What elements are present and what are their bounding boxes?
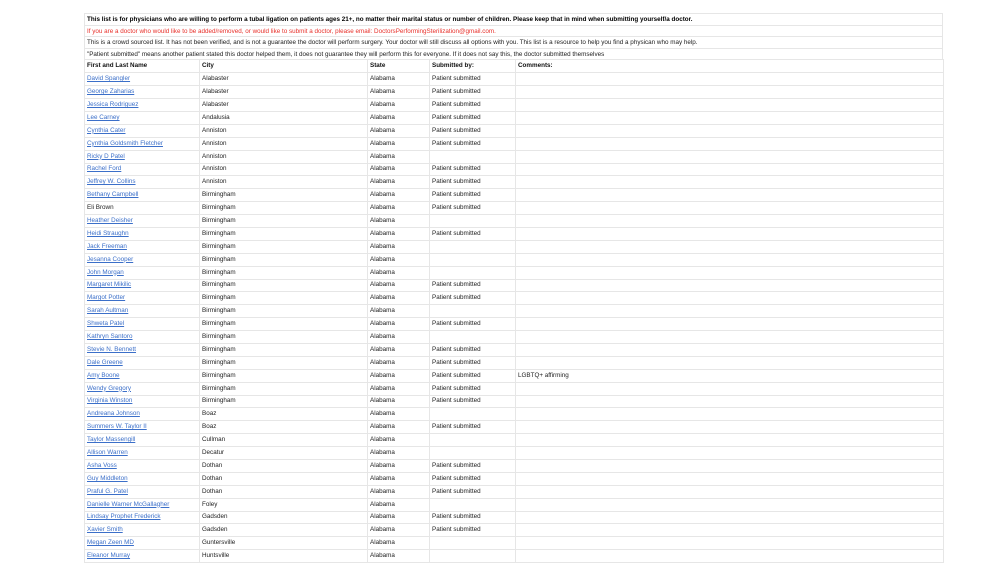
doctor-name-cell xyxy=(85,189,200,202)
doctor-name-cell xyxy=(85,266,200,279)
table-row xyxy=(85,240,944,253)
state-cell: Alabama xyxy=(368,511,430,524)
doctor-name-link[interactable]: Wendy Gregory xyxy=(87,384,131,392)
city-cell: Birmingham xyxy=(200,215,368,228)
submitted-by-cell: Patient submitted xyxy=(430,137,516,150)
doctor-name-link[interactable]: Heidi Straughn xyxy=(87,229,129,237)
submitted-by-cell xyxy=(430,331,516,344)
state-cell: Alabama xyxy=(368,331,430,344)
submitted-by-cell xyxy=(430,253,516,266)
comments-cell xyxy=(516,111,944,124)
doctor-name-link[interactable]: Danielle Warner McGallagher xyxy=(87,500,170,508)
comments-cell: LGBTQ+ affirming xyxy=(516,369,944,382)
table-row xyxy=(85,537,944,550)
doctor-name-cell xyxy=(85,408,200,421)
table-row xyxy=(85,511,944,524)
header-row xyxy=(85,60,944,73)
doctor-name-link[interactable]: Lindsay Prophet Frederick xyxy=(87,513,161,521)
comments-cell xyxy=(516,86,944,99)
doctor-name-link[interactable]: Praful G. Patel xyxy=(87,487,128,495)
submitted-by-cell xyxy=(430,447,516,460)
notice-contact: If you are a doctor who would like to be added/removed, or would like to submit a doctor, please email: DoctorsPerformingSterilization@gmail.com. xyxy=(84,25,943,37)
table-row xyxy=(85,550,944,563)
doctor-name-cell xyxy=(85,163,200,176)
city-cell: Birmingham xyxy=(200,253,368,266)
submitted-by-cell: Patient submitted xyxy=(430,99,516,112)
comments-cell xyxy=(516,408,944,421)
submitted-by-cell xyxy=(430,550,516,563)
state-cell: Alabama xyxy=(368,137,430,150)
doctor-name-link[interactable]: Ricky D Patel xyxy=(87,152,125,160)
table-row xyxy=(85,137,944,150)
doctor-name-link[interactable]: Guy Middleton xyxy=(87,474,128,482)
submitted-by-cell xyxy=(430,215,516,228)
table-row xyxy=(85,215,944,228)
comments-cell xyxy=(516,279,944,292)
state-cell: Alabama xyxy=(368,227,430,240)
doctor-name-link[interactable]: Xavier Smith xyxy=(87,526,123,534)
submitted-by-cell xyxy=(430,434,516,447)
city-cell: Anniston xyxy=(200,137,368,150)
table-row xyxy=(85,189,944,202)
state-cell: Alabama xyxy=(368,459,430,472)
table-row xyxy=(85,227,944,240)
state-cell: Alabama xyxy=(368,73,430,86)
doctor-name-link[interactable]: Virginia Winston xyxy=(87,397,133,405)
table-row xyxy=(85,124,944,137)
doctor-name-link[interactable]: John Morgan xyxy=(87,268,124,276)
city-cell: Boaz xyxy=(200,421,368,434)
doctor-name-cell xyxy=(85,447,200,460)
table-row xyxy=(85,331,944,344)
state-cell: Alabama xyxy=(368,124,430,137)
city-cell: Cullman xyxy=(200,434,368,447)
state-cell: Alabama xyxy=(368,86,430,99)
state-cell: Alabama xyxy=(368,447,430,460)
city-cell: Anniston xyxy=(200,176,368,189)
comments-cell xyxy=(516,176,944,189)
table-row xyxy=(85,318,944,331)
comments-cell xyxy=(516,202,944,215)
doctor-name-cell xyxy=(85,485,200,498)
spreadsheet xyxy=(84,13,943,563)
state-cell: Alabama xyxy=(368,215,430,228)
table-row xyxy=(85,176,944,189)
comments-cell xyxy=(516,240,944,253)
state-cell: Alabama xyxy=(368,99,430,112)
city-cell: Alabaster xyxy=(200,73,368,86)
doctors-table xyxy=(84,59,944,563)
table-row xyxy=(85,266,944,279)
table-row xyxy=(85,163,944,176)
doctor-name-cell xyxy=(85,343,200,356)
table-row xyxy=(85,369,944,382)
city-cell: Guntersville xyxy=(200,537,368,550)
state-cell: Alabama xyxy=(368,318,430,331)
state-cell: Alabama xyxy=(368,163,430,176)
doctor-name-cell xyxy=(85,498,200,511)
city-cell: Birmingham xyxy=(200,240,368,253)
city-cell: Gadsden xyxy=(200,511,368,524)
comments-cell xyxy=(516,498,944,511)
state-cell: Alabama xyxy=(368,485,430,498)
submitted-by-cell xyxy=(430,537,516,550)
table-row xyxy=(85,356,944,369)
city-cell: Birmingham xyxy=(200,189,368,202)
doctor-name-cell xyxy=(85,382,200,395)
state-cell: Alabama xyxy=(368,537,430,550)
submitted-by-cell: Patient submitted xyxy=(430,124,516,137)
city-cell: Birmingham xyxy=(200,292,368,305)
state-cell: Alabama xyxy=(368,408,430,421)
comments-cell xyxy=(516,331,944,344)
doctor-name-cell xyxy=(85,111,200,124)
table-row xyxy=(85,292,944,305)
table-row xyxy=(85,485,944,498)
submitted-by-cell xyxy=(430,240,516,253)
doctor-name-cell xyxy=(85,305,200,318)
city-cell: Birmingham xyxy=(200,305,368,318)
submitted-by-cell: Patient submitted xyxy=(430,472,516,485)
submitted-by-cell: Patient submitted xyxy=(430,86,516,99)
doctor-name-cell xyxy=(85,292,200,305)
comments-cell xyxy=(516,189,944,202)
table-row xyxy=(85,305,944,318)
comments-cell xyxy=(516,266,944,279)
submitted-by-cell: Patient submitted xyxy=(430,485,516,498)
submitted-by-cell: Patient submitted xyxy=(430,395,516,408)
doctor-name-cell xyxy=(85,459,200,472)
city-cell: Birmingham xyxy=(200,356,368,369)
submitted-by-cell: Patient submitted xyxy=(430,369,516,382)
table-row xyxy=(85,447,944,460)
doctor-name-link[interactable]: Jesanna Cooper xyxy=(87,255,134,263)
comments-cell xyxy=(516,395,944,408)
table-row xyxy=(85,408,944,421)
city-cell: Foley xyxy=(200,498,368,511)
column-header-comments: Comments: xyxy=(516,60,944,73)
doctor-name-link[interactable]: Eleanor Murray xyxy=(87,552,131,560)
comments-cell xyxy=(516,137,944,150)
doctor-name-link[interactable]: Jack Freeman xyxy=(87,242,127,250)
city-cell: Birmingham xyxy=(200,369,368,382)
comments-cell xyxy=(516,485,944,498)
submitted-by-cell: Patient submitted xyxy=(430,227,516,240)
submitted-by-cell: Patient submitted xyxy=(430,421,516,434)
submitted-by-cell xyxy=(430,305,516,318)
comments-cell xyxy=(516,305,944,318)
state-cell: Alabama xyxy=(368,266,430,279)
city-cell: Anniston xyxy=(200,163,368,176)
doctor-name-cell xyxy=(85,176,200,189)
city-cell: Birmingham xyxy=(200,266,368,279)
comments-cell xyxy=(516,459,944,472)
state-cell: Alabama xyxy=(368,176,430,189)
submitted-by-cell: Patient submitted xyxy=(430,356,516,369)
city-cell: Andalusia xyxy=(200,111,368,124)
notice-patient-submitted: "Patient submitted" means another patient stated this doctor helped them, it does not guarantee they will perform this for everyone. If it does not say this, the doctor submitted themselves xyxy=(84,48,943,60)
city-cell: Birmingham xyxy=(200,343,368,356)
table-row xyxy=(85,279,944,292)
doctor-name-cell xyxy=(85,279,200,292)
comments-cell xyxy=(516,150,944,163)
doctor-name-cell xyxy=(85,369,200,382)
state-cell: Alabama xyxy=(368,150,430,163)
doctor-name-link[interactable]: Dale Greene xyxy=(87,358,123,366)
state-cell: Alabama xyxy=(368,343,430,356)
doctor-name-cell xyxy=(85,137,200,150)
notice-crowdsourced: This is a crowd sourced list. It has not been verified, and is not a guarantee the doctor will perform surgery. Your doctor will still discuss all options with you. This list is a resource to help you find a physican who may help. xyxy=(84,36,943,48)
doctor-name-link[interactable]: Cynthia Goldsmith Fletcher xyxy=(87,139,163,147)
city-cell: Anniston xyxy=(200,150,368,163)
submitted-by-cell: Patient submitted xyxy=(430,202,516,215)
table-row xyxy=(85,99,944,112)
table-row xyxy=(85,382,944,395)
submitted-by-cell: Patient submitted xyxy=(430,176,516,189)
city-cell: Birmingham xyxy=(200,279,368,292)
city-cell: Birmingham xyxy=(200,395,368,408)
comments-cell xyxy=(516,163,944,176)
doctor-name-cell xyxy=(85,215,200,228)
state-cell: Alabama xyxy=(368,395,430,408)
state-cell: Alabama xyxy=(368,240,430,253)
doctor-name-link[interactable]: Margaret Mikilic xyxy=(87,281,132,289)
table-row xyxy=(85,524,944,537)
table-row xyxy=(85,150,944,163)
submitted-by-cell: Patient submitted xyxy=(430,382,516,395)
doctor-name-link[interactable]: Taylor Massengill xyxy=(87,436,136,444)
submitted-by-cell xyxy=(430,150,516,163)
table-row xyxy=(85,343,944,356)
column-header-city: City xyxy=(200,60,368,73)
doctor-name-link[interactable]: Megan Zeen MD xyxy=(87,539,134,547)
state-cell: Alabama xyxy=(368,524,430,537)
doctor-name-cell xyxy=(85,395,200,408)
doctor-name-link[interactable]: Heather Deisher xyxy=(87,217,133,224)
comments-cell xyxy=(516,447,944,460)
city-cell: Boaz xyxy=(200,408,368,421)
comments-cell xyxy=(516,550,944,563)
notice-eligibility: This list is for physicians who are willing to perform a tubal ligation on patients ages 21+, no matter their marital status or number of children. Please keep that in mind when submitting yourself/a doctor. xyxy=(84,13,943,25)
comments-cell xyxy=(516,511,944,524)
state-cell: Alabama xyxy=(368,472,430,485)
submitted-by-cell: Patient submitted xyxy=(430,292,516,305)
submitted-by-cell xyxy=(430,266,516,279)
doctor-name-cell xyxy=(85,550,200,563)
submitted-by-cell: Patient submitted xyxy=(430,163,516,176)
comments-cell xyxy=(516,537,944,550)
doctor-name-cell xyxy=(85,318,200,331)
state-cell: Alabama xyxy=(368,421,430,434)
city-cell: Gadsden xyxy=(200,524,368,537)
doctor-name-link[interactable]: Stevie N. Bennett xyxy=(87,345,137,353)
comments-cell xyxy=(516,524,944,537)
city-cell: Dothan xyxy=(200,485,368,498)
table-row xyxy=(85,73,944,86)
doctor-name-link[interactable]: Jessica Rodriguez xyxy=(87,100,139,108)
doctor-name-link[interactable]: Sarah Aultman xyxy=(87,307,129,315)
table-row xyxy=(85,459,944,472)
city-cell: Alabaster xyxy=(200,99,368,112)
city-cell: Birmingham xyxy=(200,227,368,240)
submitted-by-cell: Patient submitted xyxy=(430,511,516,524)
state-cell: Alabama xyxy=(368,382,430,395)
state-cell: Alabama xyxy=(368,369,430,382)
doctor-name-link[interactable]: Lee Carney xyxy=(87,113,120,121)
state-cell: Alabama xyxy=(368,279,430,292)
comments-cell xyxy=(516,253,944,266)
doctor-name-link[interactable]: Rachel Ford xyxy=(87,165,122,173)
submitted-by-cell xyxy=(430,408,516,421)
state-cell: Alabama xyxy=(368,189,430,202)
city-cell: Anniston xyxy=(200,124,368,137)
doctor-name-cell xyxy=(85,86,200,99)
city-cell: Decatur xyxy=(200,447,368,460)
doctor-name-link[interactable]: David Spangler xyxy=(87,75,131,83)
doctor-name-link[interactable]: Cynthia Cater xyxy=(87,126,126,134)
city-cell: Birmingham xyxy=(200,202,368,215)
column-header-name: First and Last Name xyxy=(85,60,200,73)
comments-cell xyxy=(516,421,944,434)
comments-cell xyxy=(516,124,944,137)
doctor-name-cell xyxy=(85,240,200,253)
state-cell: Alabama xyxy=(368,253,430,266)
table-row xyxy=(85,86,944,99)
doctor-name-cell xyxy=(85,524,200,537)
doctor-name-cell xyxy=(85,99,200,112)
column-header-state: State xyxy=(368,60,430,73)
comments-cell xyxy=(516,215,944,228)
table-row xyxy=(85,472,944,485)
comments-cell xyxy=(516,99,944,112)
doctor-name-cell xyxy=(85,421,200,434)
table-row xyxy=(85,395,944,408)
doctor-name-link[interactable]: Summers W. Taylor II xyxy=(87,423,147,431)
submitted-by-cell: Patient submitted xyxy=(430,318,516,331)
doctor-name-link[interactable]: Bethany Campbell xyxy=(87,191,139,199)
submitted-by-cell xyxy=(430,498,516,511)
doctor-name-link[interactable]: Asha Voss xyxy=(87,461,117,469)
city-cell: Huntsville xyxy=(200,550,368,563)
submitted-by-cell: Patient submitted xyxy=(430,343,516,356)
state-cell: Alabama xyxy=(368,292,430,305)
doctor-name-link[interactable]: Amy Boone xyxy=(87,371,120,379)
submitted-by-cell: Patient submitted xyxy=(430,73,516,86)
state-cell: Alabama xyxy=(368,356,430,369)
comments-cell xyxy=(516,434,944,447)
doctor-name-cell: Eli Brown xyxy=(85,202,200,215)
doctor-name-cell xyxy=(85,331,200,344)
table-row xyxy=(85,498,944,511)
doctor-name-cell xyxy=(85,356,200,369)
comments-cell xyxy=(516,382,944,395)
doctor-name-cell xyxy=(85,253,200,266)
doctor-name-cell xyxy=(85,434,200,447)
comments-cell xyxy=(516,227,944,240)
state-cell: Alabama xyxy=(368,434,430,447)
city-cell: Dothan xyxy=(200,459,368,472)
column-header-submitted-by: Submitted by: xyxy=(430,60,516,73)
doctor-name-link[interactable]: Kathryn Santoro xyxy=(87,333,133,341)
doctor-name-link[interactable]: George Zaharias xyxy=(87,88,135,96)
city-cell: Birmingham xyxy=(200,382,368,395)
comments-cell xyxy=(516,343,944,356)
doctor-name-cell xyxy=(85,472,200,485)
doctor-name-cell xyxy=(85,537,200,550)
doctor-name-cell xyxy=(85,124,200,137)
state-cell: Alabama xyxy=(368,111,430,124)
doctor-name-cell xyxy=(85,227,200,240)
table-row xyxy=(85,202,944,215)
submitted-by-cell: Patient submitted xyxy=(430,459,516,472)
comments-cell xyxy=(516,356,944,369)
table-row xyxy=(85,111,944,124)
city-cell: Dothan xyxy=(200,472,368,485)
comments-cell xyxy=(516,318,944,331)
doctor-name-link[interactable]: Andreana Johnson xyxy=(87,410,140,418)
doctor-name-cell xyxy=(85,511,200,524)
doctor-name-cell xyxy=(85,73,200,86)
submitted-by-cell: Patient submitted xyxy=(430,524,516,537)
submitted-by-cell: Patient submitted xyxy=(430,189,516,202)
comments-cell xyxy=(516,73,944,86)
table-row xyxy=(85,434,944,447)
comments-cell xyxy=(516,472,944,485)
city-cell: Birmingham xyxy=(200,331,368,344)
state-cell: Alabama xyxy=(368,550,430,563)
city-cell: Birmingham xyxy=(200,318,368,331)
state-cell: Alabama xyxy=(368,498,430,511)
comments-cell xyxy=(516,292,944,305)
submitted-by-cell: Patient submitted xyxy=(430,111,516,124)
doctor-name-link[interactable]: Jeffrey W. Collins xyxy=(87,178,136,186)
table-row xyxy=(85,421,944,434)
doctor-name-link[interactable]: Margot Potter xyxy=(87,294,126,302)
city-cell: Alabaster xyxy=(200,86,368,99)
state-cell: Alabama xyxy=(368,202,430,215)
table-row xyxy=(85,253,944,266)
submitted-by-cell: Patient submitted xyxy=(430,279,516,292)
doctor-name-link[interactable]: Allison Warren xyxy=(87,449,128,457)
doctor-name-cell xyxy=(85,150,200,163)
doctor-name-link[interactable]: Shweta Patel xyxy=(87,320,125,328)
state-cell: Alabama xyxy=(368,305,430,318)
